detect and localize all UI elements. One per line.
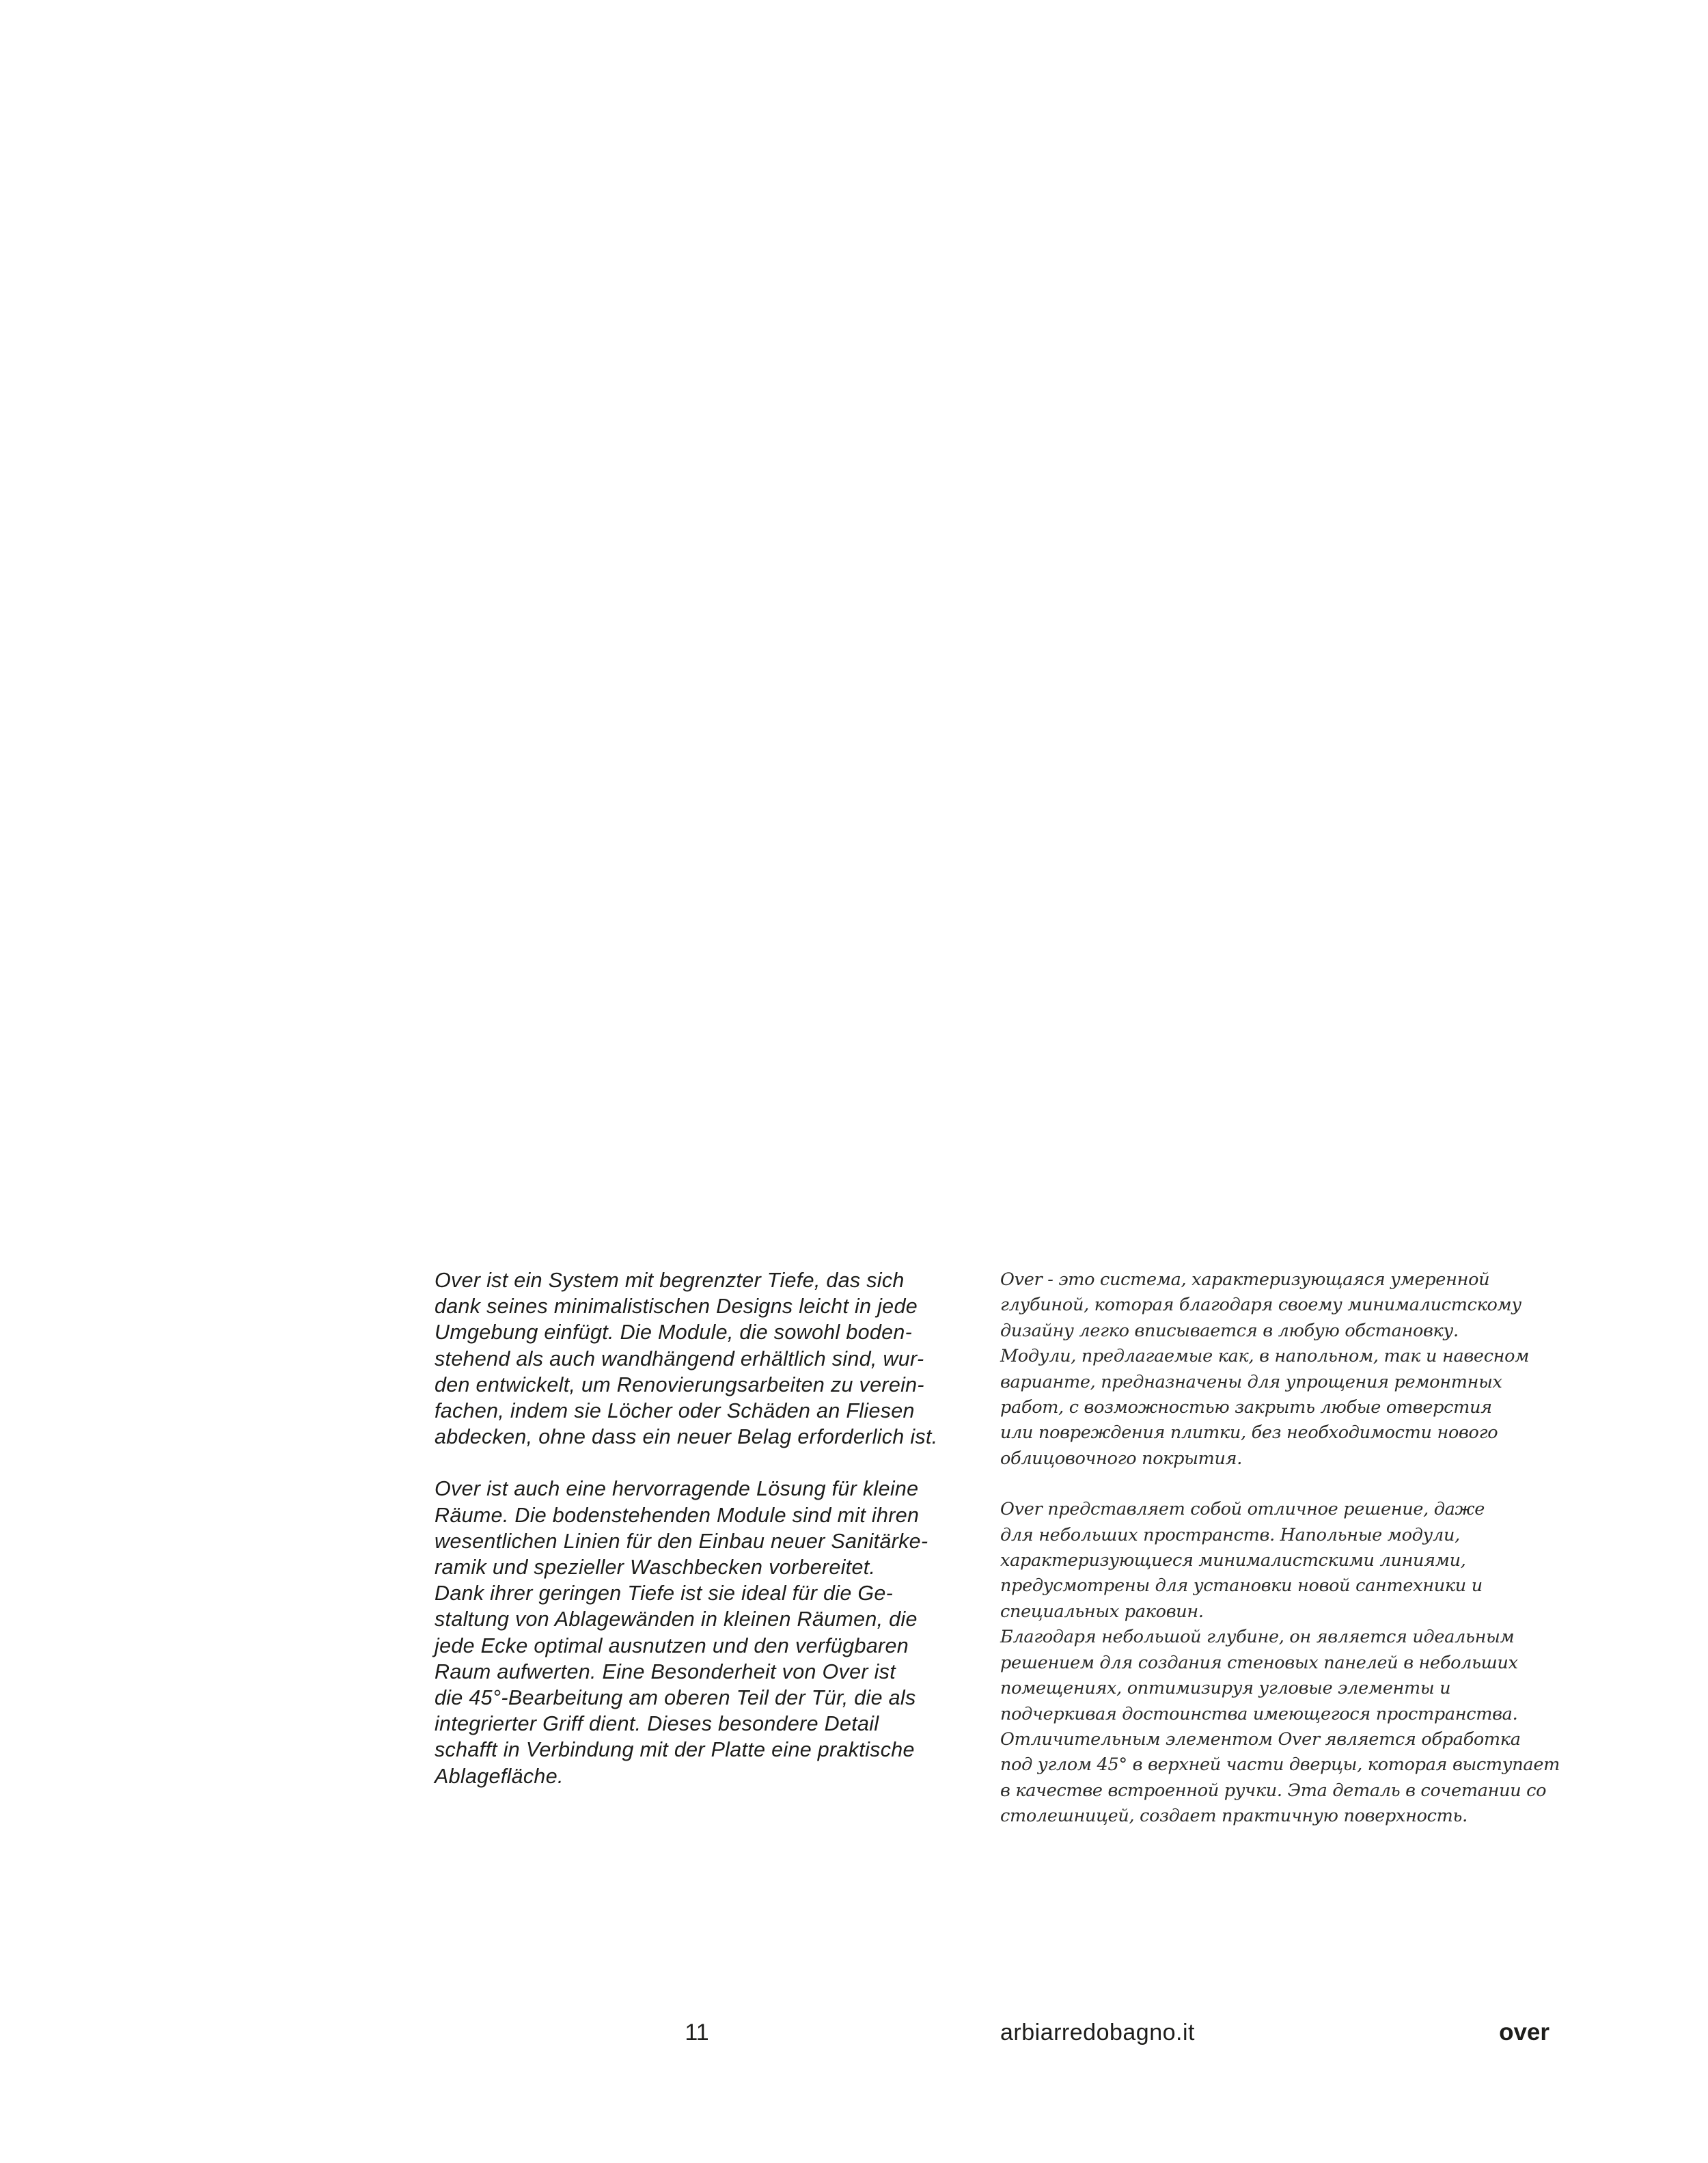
german-paragraph-1: Over ist ein System mit begrenzter Tiefe, das sich dank seines minimalistischen Designs leicht in jede Umgebung einfügt. Die Module, die sowohl boden- stehend als auch wandhängend erhältlich sind, wur- den entwickelt, um Renovierungsarbeiten zu verein- fachen, indem sie Löcher oder Schäden an Fliesen abdecken, ohne dass ein neuer Belag erforderlich ist. [435, 1269, 938, 1449]
page-number: 11 [685, 2020, 709, 2045]
russian-text-column [1000, 1267, 1588, 1830]
brand-name: over [1499, 2019, 1549, 2045]
website-url: arbiarredobagno.it [1000, 2020, 1195, 2045]
russian-paragraph-1: Over - это система, характеризующаяся умеренной глубиной, которая благодаря своему минималистскому дизайну легко вписывается в любую обстановку. Модули, предлагаемые как, в напольном, так и навесном варианте, предназначены для упрощения ремонтных работ, с возможностью закрыть любые отверстия или повреждения плитки, без необходимости нового облицовочного покрытия. [1000, 1269, 1530, 1469]
russian-paragraph-2: Over представляет собой отличное решение, даже для небольших пространств. Напольные модули, характеризующиеся минималистскими линиями, предусмотрены для установки новой сантехники и специальных раковин. Благодаря небольшой глубине, он является идеальным решением для создания стеновых панелей в небольших помещениях, оптимизируя угловые элементы и подчеркивая достоинства имеющегося пространства. Отличительным элементом Over является обработка под углом 45° в верхней части дверцы, которая выступает в качестве встроенной ручки. Эта деталь в сочетании со столешницей, создает практичную поверхность. [1000, 1499, 1560, 1827]
german-text-column [435, 1267, 1002, 1789]
german-paragraph-2: Over ist auch eine hervorragende Lösung für kleine Räume. Die bodenstehenden Module sind mit ihren wesentlichen Linien für den Einbau neuer Sanitärke- ramik und spezieller Waschbecken vorbereitet. Dank ihrer geringen Tiefe ist sie ideal für die Ge- staltung von Ablagewänden in kleinen Räumen, die jede Ecke optimal ausnutzen und den verfügbaren Raum aufwerten. Eine Besonderheit von Over ist die 45°-Bearbeitung am oberen Teil der Tür, die als integrierter Griff dient. Dieses besondere Detail schafft in Verbindung mit der Platte eine praktische Ablagefläche. [435, 1477, 928, 1788]
